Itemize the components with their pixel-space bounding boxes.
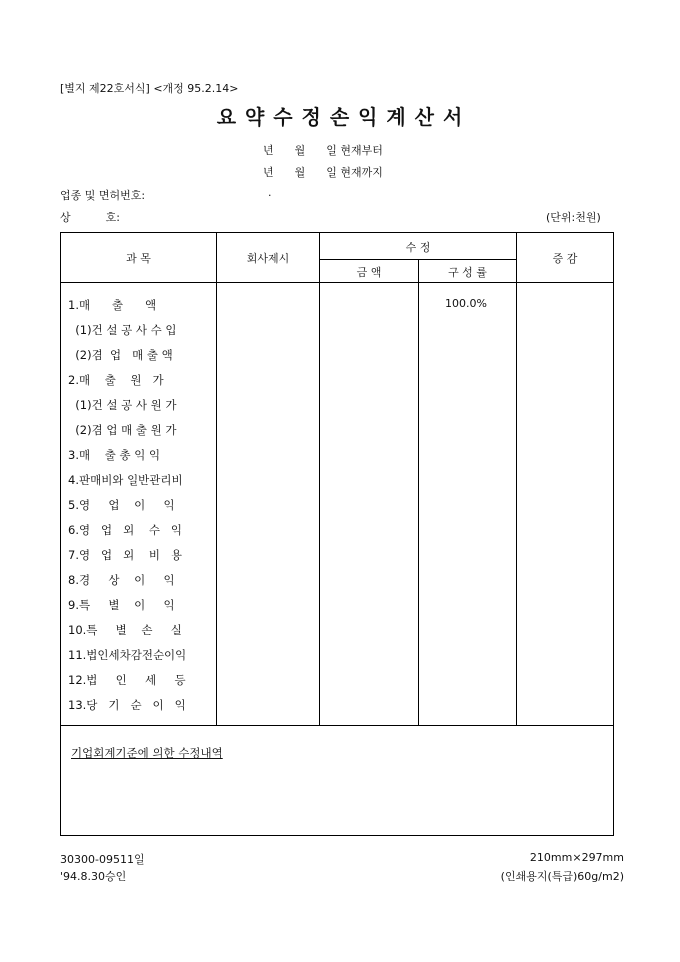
table-row: (1)건 설 공 사 원 가 bbox=[68, 398, 177, 412]
table-row: 2.매 출 원 가 bbox=[68, 373, 164, 387]
paper-size: 210mm×297mm bbox=[529, 851, 624, 864]
header-item: 과 목 bbox=[126, 252, 151, 265]
table-row: (2)겸 업 매 출 원 가 bbox=[68, 423, 177, 437]
table-row: 3.매 출 총 익 익 bbox=[68, 448, 161, 462]
table-row: 6.영 업 외 수 익 bbox=[68, 523, 183, 537]
form-number: [별지 제22호서식] <개정 95.2.14> bbox=[60, 82, 239, 95]
table-row: 5.영 업 이 익 bbox=[68, 498, 175, 512]
table-row: 1.매 출 액 bbox=[68, 298, 157, 312]
paper-spec: (인쇄용지(특급)60g/m2) bbox=[500, 870, 624, 883]
table-row: 11.법인세차감전순이익 bbox=[68, 648, 187, 662]
period-from: 년 월 일 현재부터 bbox=[263, 144, 383, 157]
revision-note-heading: 기업회계기준에 의한 수정내역 bbox=[71, 746, 223, 760]
ratio-value: 100.0% bbox=[445, 297, 487, 310]
header-change: 증 감 bbox=[552, 252, 578, 265]
table-row: (2)겸 업 매 출 액 bbox=[68, 348, 173, 362]
table-row: 7.영 업 외 비 용 bbox=[68, 548, 183, 562]
header-amount: 금 액 bbox=[356, 266, 382, 279]
body-divider bbox=[61, 725, 613, 726]
business-license-label: 업종 및 면허번호: bbox=[60, 189, 146, 202]
table-row: 4.판매비와 일반관리비 bbox=[68, 473, 183, 487]
header-company: 회사제시 bbox=[246, 252, 290, 265]
table-row: 12.법 인 세 등 bbox=[68, 673, 186, 687]
table-row: 9.특 별 이 익 bbox=[68, 598, 175, 612]
table-row: (1)건 설 공 사 수 입 bbox=[68, 323, 177, 337]
approval-date: '94.8.30승인 bbox=[60, 870, 127, 883]
col-divider bbox=[319, 233, 320, 726]
col-divider bbox=[516, 233, 517, 726]
header-ratio: 구 성 률 bbox=[448, 266, 487, 279]
header-revised: 수 정 bbox=[405, 241, 431, 254]
table-row: 10.특 별 손 실 bbox=[68, 623, 182, 637]
table-row: 13.당 기 순 이 익 bbox=[68, 698, 186, 712]
unit-label: (단위:천원) bbox=[546, 211, 601, 224]
col-divider bbox=[418, 259, 419, 726]
period-to: 년 월 일 현재까지 bbox=[263, 166, 383, 179]
header-divider bbox=[61, 282, 613, 283]
business-license-value: . bbox=[268, 186, 272, 199]
income-statement-table bbox=[60, 232, 614, 836]
form-code: 30300-09511일 bbox=[60, 853, 145, 866]
row-divider bbox=[319, 259, 516, 260]
table-row: 8.경 상 이 익 bbox=[68, 573, 175, 587]
corporate-name-label: 상 호: bbox=[60, 211, 120, 224]
col-divider bbox=[216, 233, 217, 726]
document-title: 요 약 수 정 손 익 계 산 서 bbox=[216, 105, 464, 129]
